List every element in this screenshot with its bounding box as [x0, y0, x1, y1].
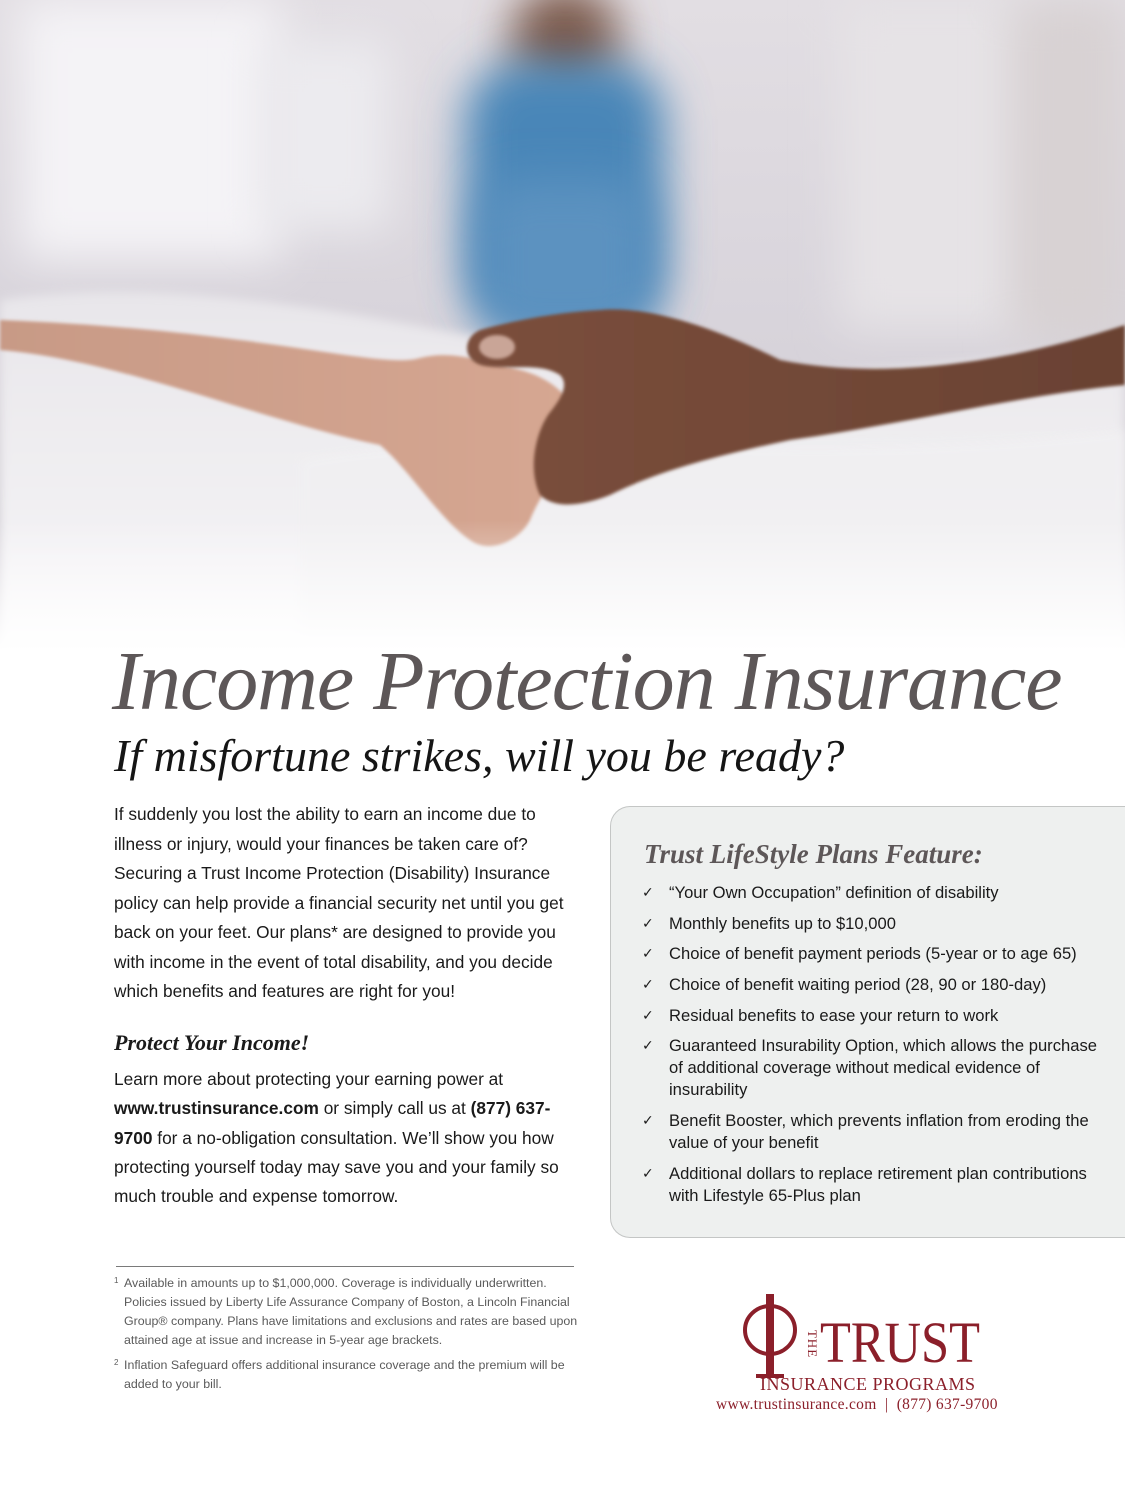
feature-item: [640, 974, 1110, 996]
feature-text: Choice of benefit payment periods (5-year or to age 65): [669, 944, 1077, 964]
logo-trust: TRUST: [820, 1310, 980, 1375]
feature-item: [640, 1110, 1110, 1154]
footnote-text: Inflation Safeguard offers additional insurance coverage and the premium will be added to your bill.: [124, 1358, 565, 1391]
feature-text: Additional dollars to replace retirement plan contributions with Lifestyle 65-Plus plan: [669, 1163, 1087, 1205]
feature-list: [640, 882, 1110, 1216]
feature-item: [640, 1005, 1110, 1027]
contact-line: [716, 1396, 998, 1414]
feature-item: [640, 913, 1110, 935]
checkmark-icon: ✓: [642, 1038, 654, 1055]
feature-item: [640, 882, 1110, 904]
website-link[interactable]: www.trustinsurance.com: [114, 1098, 319, 1119]
feature-title: Trust LifeStyle Plans Feature:: [644, 839, 983, 869]
protect-heading: Protect Your Income!: [114, 1030, 310, 1055]
feature-text: Guaranteed Insurability Option, which allows the purchase of additional coverage without medical evidence of insurability: [669, 1036, 1097, 1100]
checkmark-icon: ✓: [642, 1007, 654, 1024]
footnotes: [114, 1274, 584, 1400]
protect-paragraph: [114, 1065, 564, 1211]
logo-psi-stem: [766, 1294, 774, 1378]
contact-website[interactable]: www.trustinsurance.com: [716, 1396, 877, 1413]
logo-the: THE: [805, 1329, 820, 1359]
protect-text-1: Learn more about protecting your earning power at: [114, 1069, 504, 1089]
checkmark-icon: ✓: [642, 977, 654, 994]
feature-text: Benefit Booster, which prevents inflation from eroding the value of your benefit: [669, 1111, 1089, 1153]
feature-item: [640, 943, 1110, 965]
logo-subtitle: INSURANCE PROGRAMS: [760, 1374, 976, 1394]
checkmark-icon: ✓: [642, 1165, 654, 1182]
footnote-divider: [116, 1266, 574, 1267]
feature-item: [640, 1035, 1110, 1101]
footnote-2: [114, 1356, 584, 1394]
intro-paragraph: If suddenly you lost the ability to earn an income due to illness or injury, would your finances be taken care of? Securing a Trust Income Protection (Disability) Insurance policy can help provide a financial security net until you get back on your feet. Our plans* are designed to provide you with income in the event of total disability, and you decide which benefits and features are right for you!: [114, 804, 564, 1001]
feature-item: [640, 1163, 1110, 1207]
footnote-mark: 1: [114, 1276, 119, 1285]
footnote-1: [114, 1274, 584, 1350]
footnote-mark: 2: [114, 1358, 119, 1367]
feature-text: Monthly benefits up to $10,000: [669, 913, 896, 933]
subheadline: If misfortune strikes, will you be ready?: [114, 730, 845, 781]
footnote-text: Available in amounts up to $1,000,000. Coverage is individually underwritten. Policies issued by Liberty Life Assurance Company of Boston, a Lincoln Financial Group® company. Plans have limitations and exclusions and rates are based upon attained age at issue and increase in 5-year age brackets.: [124, 1276, 578, 1347]
contact-phone[interactable]: (877) 637-9700: [896, 1396, 998, 1413]
headline: Income Protection Insurance: [112, 635, 1062, 728]
checkmark-icon: ✓: [642, 885, 654, 901]
feature-text: Choice of benefit waiting period (28, 90 or 180-day): [669, 975, 1047, 995]
phone-link[interactable]: (877) 637-9700: [114, 1098, 551, 1148]
protect-text-3: for a no-obligation consultation. We’ll show you how protecting yourself today may save you and your family so much trouble and expense tomorrow.: [114, 1127, 559, 1207]
feature-text: Residual benefits to ease your return to work: [669, 1005, 999, 1025]
feature-text: “Your Own Occupation” definition of disability: [669, 883, 999, 902]
protect-text-2: or simply call us at: [323, 1098, 466, 1119]
contact-separator: |: [884, 1396, 889, 1413]
checkmark-icon: ✓: [642, 946, 654, 963]
hero-photo: [0, 0, 1125, 650]
checkmark-icon: ✓: [642, 1113, 654, 1130]
checkmark-icon: ✓: [642, 915, 654, 932]
